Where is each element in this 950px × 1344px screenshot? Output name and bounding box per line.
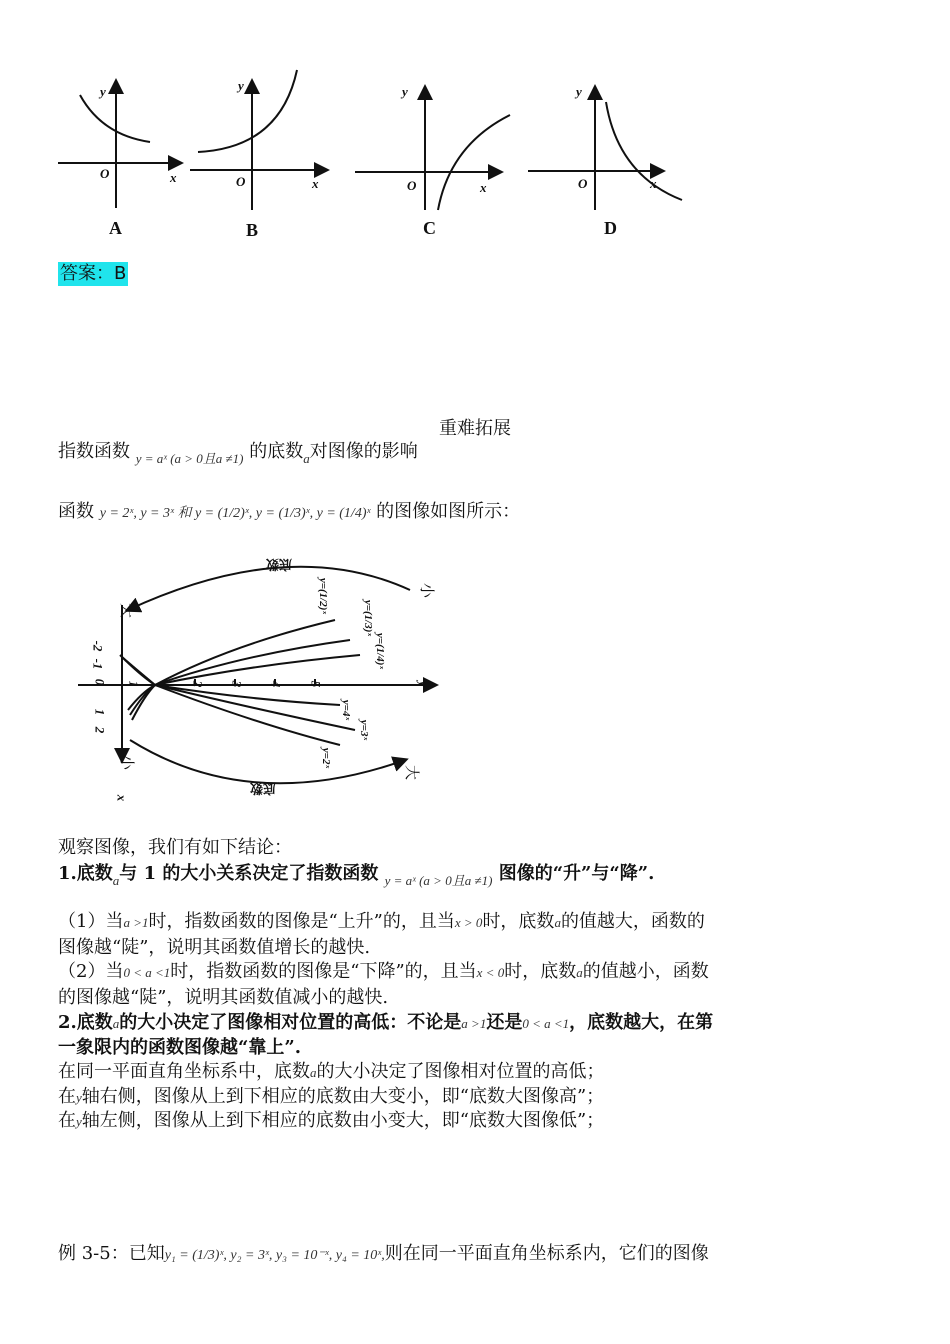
option-c-origin: O: [407, 178, 417, 193]
p11-cond2: x > 0: [454, 915, 483, 930]
figure-small-bottom: 小: [118, 754, 137, 771]
p2-mid2: 还是: [486, 1012, 523, 1033]
answer-text: 答案：B: [60, 263, 127, 284]
option-a-x-label: x: [170, 170, 177, 185]
l3-prefix: 在: [58, 1110, 76, 1131]
observe-text: 观察图像，我们有如下结论：: [58, 837, 292, 858]
tick-right-1: 1: [126, 680, 142, 688]
option-b-x-label: x: [312, 176, 319, 191]
option-d-graph: [528, 88, 682, 210]
point-1-formula: y = aˣ (a > 0且a ≠1): [384, 873, 493, 888]
tick-left-0: 0: [92, 678, 108, 686]
option-b-label: B: [246, 220, 259, 240]
l2-var: y: [76, 1090, 82, 1105]
curve-two: [128, 685, 340, 745]
functions-line: [58, 500, 520, 526]
curve-label-half: y=(1/2)ˣ: [317, 577, 330, 615]
p2-mid: 的大小决定了图像相对位置的高低：不论是: [119, 1012, 462, 1033]
l2-suffix: 轴右侧，图像从上到下相应的底数由大变小，即“底数大图像高”；: [81, 1086, 605, 1107]
tick-right-3: 3: [229, 680, 245, 688]
example-formula: y₁ = (1/3)ˣ, y₂ = 3ˣ, y₃ = 10⁻ˣ, y₄ = 10ˣ,: [164, 1248, 385, 1263]
p12-mid2: 时，底数: [504, 961, 577, 982]
example-suffix: 则在同一平面直角坐标系内，它们的图像: [384, 1243, 709, 1264]
curve-label-third: y=(1/3)ˣ: [362, 599, 375, 637]
p12-mid: 时，指数函数的图像是“下降”的，且当: [170, 961, 477, 982]
tick-right-4: 4: [268, 680, 284, 688]
curve-third: [122, 640, 350, 685]
example-line: [58, 1242, 709, 1268]
p11-mid: 时，指数函数的图像是“上升”的，且当: [148, 911, 455, 932]
line-2: [58, 1085, 604, 1110]
line-3: [58, 1109, 604, 1134]
p12-cond: 0 < a <1: [123, 965, 171, 980]
curve-label-quarter: y=(1/4)ˣ: [374, 632, 387, 670]
l1-prefix: 在同一平面直角坐标系中，底数: [58, 1061, 310, 1082]
l2-prefix: 在: [58, 1086, 76, 1107]
point-2-line-b: 一象限内的函数图像越“靠上”.: [58, 1037, 301, 1058]
option-c-y-label: y: [402, 84, 408, 99]
curve-label-three: y=3ˣ: [358, 719, 371, 741]
line-1: [58, 1060, 605, 1085]
curve-label-two: y=2ˣ: [320, 747, 333, 769]
p2-var: a: [112, 1016, 120, 1031]
tick-right-2: 2: [190, 680, 206, 688]
option-c-label: C: [423, 218, 436, 238]
functions-suffix: 的图像如图所示：: [376, 501, 521, 522]
point-1-prefix: 1.底数: [58, 863, 113, 884]
p11-suffix: 的值越大，函数的: [560, 911, 705, 932]
figure-big-bottom: 大: [403, 764, 422, 781]
curve-label-four: y=4ˣ: [340, 699, 353, 721]
l1-suffix: 的大小决定了图像相对位置的高低；: [316, 1061, 605, 1082]
point-1-1-line-b: 图像越“陡”，说明其函数值增长的越快.: [58, 937, 371, 958]
functions-prefix: 函数: [58, 501, 94, 522]
point-1-mid: 与 1 的大小关系决定了指数函数: [119, 863, 379, 884]
option-c-x-label: x: [480, 180, 487, 195]
option-d-label: D: [604, 218, 617, 238]
option-a-graph: [58, 82, 180, 208]
option-d-x-label: x: [650, 176, 657, 191]
option-a-y-label: y: [100, 84, 106, 99]
p12-var: a: [576, 965, 583, 980]
option-b-graph: [190, 70, 326, 210]
tick-right-5: 5: [308, 680, 324, 688]
option-d-origin: O: [578, 176, 588, 191]
p12-prefix: （2）当: [58, 961, 124, 982]
subtitle-var: a: [303, 451, 310, 466]
figure-axis-x: x: [114, 794, 130, 802]
p12-cond2: x < 0: [476, 965, 505, 980]
example-prefix: 例 3-5：已知: [58, 1243, 165, 1264]
figure-bottom-label: 底数: [250, 780, 277, 795]
point-2-line-a: [58, 1011, 713, 1036]
option-a-label: A: [109, 218, 122, 238]
subtitle-prefix: 指数函数: [58, 441, 130, 462]
option-b-origin: O: [236, 174, 246, 189]
subtitle-formula: y = aˣ (a > 0且a ≠1): [135, 451, 244, 466]
p11-mid2: 时，底数: [482, 911, 555, 932]
point-1-var: a: [112, 873, 120, 888]
figure-top-label: 底数: [266, 556, 293, 571]
point-1-suffix: 图像的“升”与“降”.: [498, 863, 655, 884]
option-a-origin: O: [100, 166, 110, 181]
l3-suffix: 轴左侧，图像从上到下相应的底数由小变大，即“底数大图像低”；: [81, 1110, 605, 1131]
point-1: [58, 862, 654, 887]
point-1-2-line-a: [58, 960, 709, 985]
figure-small-top: 小: [418, 582, 437, 599]
subtitle-suffix: 对图像的影响: [309, 441, 418, 462]
p2-cond: a >1: [461, 1016, 487, 1031]
point-1-2-line-b: 的图像越“陡”，说明其函数值减小的越快.: [58, 987, 389, 1008]
tick-down-2: 2: [92, 726, 108, 734]
functions-formula: y = 2ˣ, y = 3ˣ 和 y = (1/2)ˣ, y = (1/3)ˣ, y = (1/4)ˣ: [99, 506, 371, 521]
p11-cond: a >1: [123, 915, 149, 930]
figure-axis-y: y: [415, 681, 431, 687]
section-title: 重难拓展: [439, 418, 511, 439]
point-1-1-line-a: [58, 910, 705, 935]
option-d-y-label: y: [576, 84, 582, 99]
p2-cond2: 0 < a <1: [522, 1016, 570, 1031]
tick-left-neg1: -1: [90, 658, 106, 670]
option-b-y-label: y: [238, 78, 244, 93]
options-figure: [50, 60, 700, 245]
p11-var: a: [554, 915, 561, 930]
tick-left-neg2: -2: [90, 640, 106, 652]
curve-three: [130, 685, 355, 730]
subtitle-mid: 的底数: [249, 441, 304, 462]
subtitle: [58, 440, 418, 465]
p12-suffix: 的值越小，函数: [582, 961, 709, 982]
p2-suffix: ，底数越大，在第: [569, 1012, 714, 1033]
p2-prefix: 2.底数: [58, 1012, 113, 1033]
l1-var: a: [310, 1065, 317, 1080]
p11-prefix: （1）当: [58, 911, 124, 932]
tick-down-1: 1: [92, 708, 108, 716]
figure-big-top: 大: [118, 602, 137, 619]
curve-half: [120, 620, 335, 685]
l3-var: y: [76, 1114, 82, 1129]
arc-bottom: [130, 740, 405, 783]
